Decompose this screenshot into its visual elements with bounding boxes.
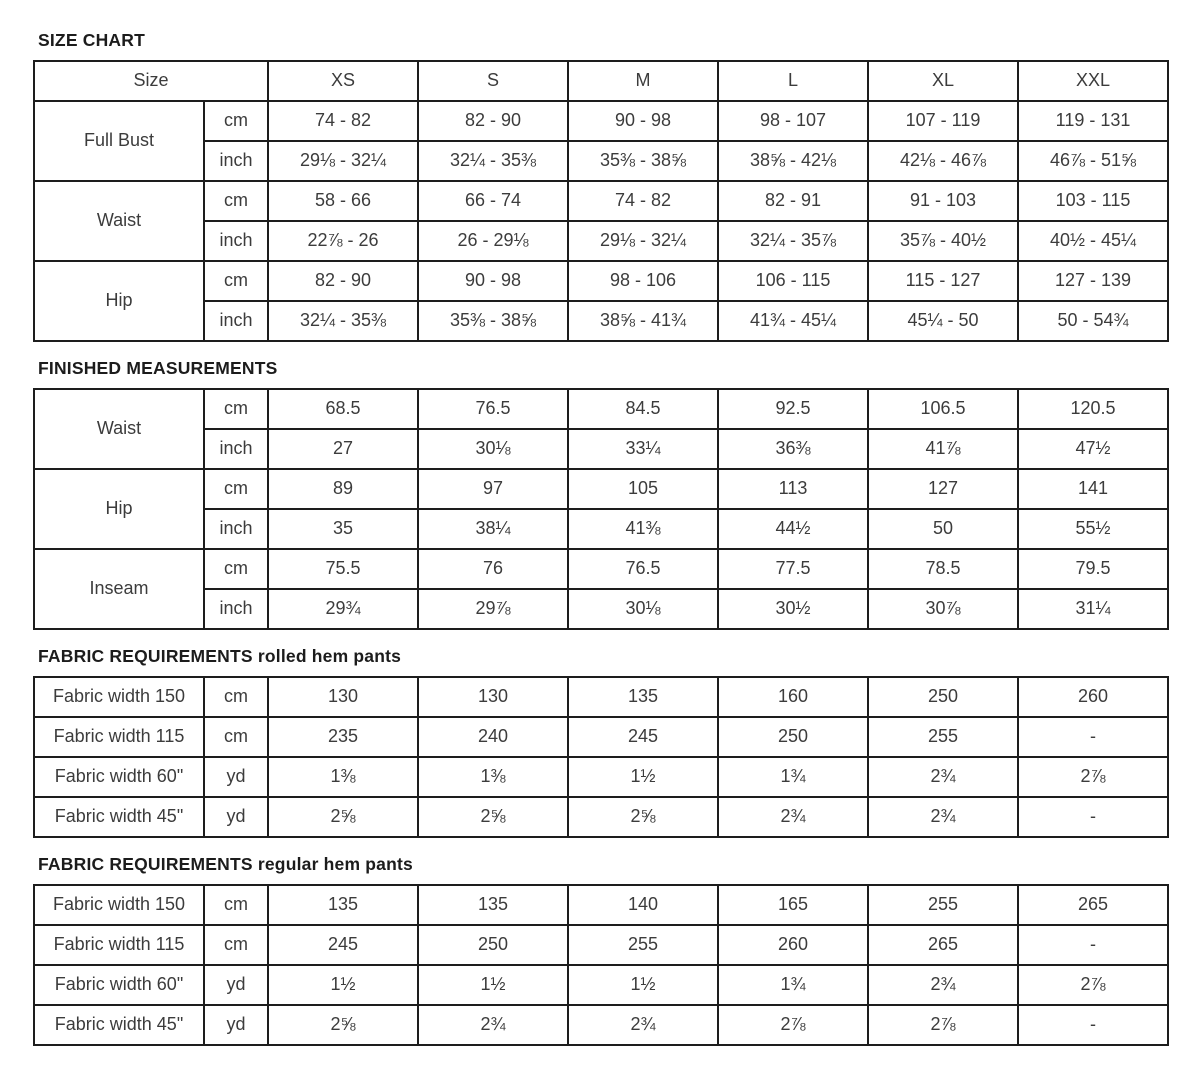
value-cell: 127 [868,469,1018,509]
value-cell: 120.5 [1018,389,1168,429]
size-header-cell: L [718,61,868,101]
value-cell: - [1018,797,1168,837]
finished-measurements-title [33,358,1167,379]
value-cell: 165 [718,885,868,925]
value-cell: 32¼ - 35⅜ [418,141,568,181]
value-cell: 2⅞ [718,1005,868,1045]
value-cell: 106.5 [868,389,1018,429]
value-cell: 2¾ [868,757,1018,797]
value-cell: 245 [568,717,718,757]
row-label-cell: Fabric width 45" [34,797,204,837]
value-cell: 41¾ - 45¼ [718,301,868,341]
value-cell: 38⅝ - 41¾ [568,301,718,341]
row-label-cell: Fabric width 150 [34,885,204,925]
unit-cell: inch [204,589,268,629]
table-row [34,141,1168,181]
value-cell: 255 [868,717,1018,757]
value-cell: 2¾ [868,965,1018,1005]
value-cell: 89 [268,469,418,509]
value-cell: 255 [568,925,718,965]
value-cell: 1¾ [718,965,868,1005]
row-label-cell: Fabric width 45" [34,1005,204,1045]
value-cell: 135 [268,885,418,925]
finished-measurements-section [33,358,1167,630]
value-cell: 84.5 [568,389,718,429]
size-header-cell: M [568,61,718,101]
unit-cell: cm [204,389,268,429]
value-cell: 250 [718,717,868,757]
value-cell: 29¾ [268,589,418,629]
value-cell: 35 [268,509,418,549]
row-label-cell: Waist [34,389,204,469]
fabric-rolled-table [33,676,1169,838]
fabric-regular-title [33,854,1167,875]
value-cell: 76 [418,549,568,589]
unit-cell: inch [204,429,268,469]
row-label-cell: Fabric width 60" [34,757,204,797]
value-cell: 30⅛ [568,589,718,629]
value-cell: 250 [418,925,568,965]
table-row [34,1005,1168,1045]
value-cell: 2¾ [418,1005,568,1045]
value-cell: 2⅞ [1018,757,1168,797]
value-cell: 250 [868,677,1018,717]
finished-measurements-table [33,388,1169,630]
value-cell: 30⅞ [868,589,1018,629]
value-cell: 1½ [268,965,418,1005]
fabric-rolled-title-sub: rolled hem pants [257,646,402,666]
value-cell: 1½ [568,965,718,1005]
value-cell: 82 - 91 [718,181,868,221]
value-cell: 45¼ - 50 [868,301,1018,341]
value-cell: 29⅛ - 32¼ [268,141,418,181]
value-cell: 75.5 [268,549,418,589]
value-cell: 98 - 107 [718,101,868,141]
row-label-cell: Hip [34,261,204,341]
table-row [34,469,1168,509]
value-cell: 97 [418,469,568,509]
table-row [34,717,1168,757]
value-cell: 29⅞ [418,589,568,629]
size-chart-section [33,30,1167,342]
unit-cell: cm [204,181,268,221]
value-cell: 30⅛ [418,429,568,469]
value-cell: 260 [1018,677,1168,717]
unit-cell: yd [204,757,268,797]
value-cell: 29⅛ - 32¼ [568,221,718,261]
value-cell: 47½ [1018,429,1168,469]
value-cell: 245 [268,925,418,965]
value-cell: 265 [868,925,1018,965]
table-row [34,965,1168,1005]
value-cell: 119 - 131 [1018,101,1168,141]
value-cell: 32¼ - 35⅞ [718,221,868,261]
row-label-cell: Hip [34,469,204,549]
value-cell: 265 [1018,885,1168,925]
table-row [34,429,1168,469]
value-cell: 135 [568,677,718,717]
table-row [34,101,1168,141]
value-cell: 46⅞ - 51⅝ [1018,141,1168,181]
value-cell: 130 [418,677,568,717]
table-row [34,301,1168,341]
table-row [34,389,1168,429]
value-cell: 240 [418,717,568,757]
value-cell: 90 - 98 [568,101,718,141]
value-cell: 160 [718,677,868,717]
value-cell: 2⅝ [568,797,718,837]
table-row [34,757,1168,797]
value-cell: 30½ [718,589,868,629]
fabric-regular-title-sub: regular hem pants [257,854,413,874]
value-cell: 32¼ - 35⅜ [268,301,418,341]
value-cell: 2⅞ [1018,965,1168,1005]
value-cell: 1¾ [718,757,868,797]
unit-cell: cm [204,101,268,141]
fabric-rolled-title [33,646,1167,667]
unit-cell: inch [204,301,268,341]
value-cell: 31¼ [1018,589,1168,629]
value-cell: 1½ [568,757,718,797]
value-cell: 33¼ [568,429,718,469]
unit-cell: yd [204,797,268,837]
size-header-cell: S [418,61,568,101]
unit-cell: cm [204,469,268,509]
value-cell: 115 - 127 [868,261,1018,301]
row-label-cell: Inseam [34,549,204,629]
value-cell: 98 - 106 [568,261,718,301]
value-cell: 50 - 54¾ [1018,301,1168,341]
value-cell: 74 - 82 [568,181,718,221]
value-cell: 1½ [418,965,568,1005]
unit-cell: cm [204,717,268,757]
value-cell: 74 - 82 [268,101,418,141]
size-header-cell: XXL [1018,61,1168,101]
value-cell: 38⅝ - 42⅛ [718,141,868,181]
value-cell: 2⅝ [268,1005,418,1045]
value-cell: 41⅞ [868,429,1018,469]
value-cell: 77.5 [718,549,868,589]
value-cell: 92.5 [718,389,868,429]
value-cell: 107 - 119 [868,101,1018,141]
value-cell: 2⅝ [268,797,418,837]
value-cell: 255 [868,885,1018,925]
table-row [34,885,1168,925]
value-cell: 66 - 74 [418,181,568,221]
value-cell: 78.5 [868,549,1018,589]
table-row [34,261,1168,301]
value-cell: 2¾ [718,797,868,837]
fabric-regular-section [33,854,1167,1046]
size-header-cell: XS [268,61,418,101]
value-cell: 235 [268,717,418,757]
value-cell: 82 - 90 [268,261,418,301]
value-cell: 2¾ [868,797,1018,837]
value-cell: 35⅜ - 38⅝ [418,301,568,341]
table-row [34,181,1168,221]
value-cell: 82 - 90 [418,101,568,141]
table-row [34,677,1168,717]
value-cell: 79.5 [1018,549,1168,589]
value-cell: 1⅜ [268,757,418,797]
value-cell: 141 [1018,469,1168,509]
value-cell: 36⅜ [718,429,868,469]
fabric-rolled-section [33,646,1167,838]
value-cell: 38¼ [418,509,568,549]
value-cell: 58 - 66 [268,181,418,221]
value-cell: - [1018,1005,1168,1045]
unit-cell: inch [204,509,268,549]
row-label-cell: Fabric width 115 [34,925,204,965]
size-chart-table [33,60,1169,342]
value-cell: 42⅛ - 46⅞ [868,141,1018,181]
unit-cell: cm [204,885,268,925]
value-cell: 91 - 103 [868,181,1018,221]
value-cell: 76.5 [568,549,718,589]
unit-cell: inch [204,221,268,261]
unit-cell: cm [204,549,268,589]
unit-cell: yd [204,1005,268,1045]
value-cell: 2⅞ [868,1005,1018,1045]
row-label-cell: Waist [34,181,204,261]
table-row [34,589,1168,629]
value-cell: 55½ [1018,509,1168,549]
value-cell: 35⅜ - 38⅝ [568,141,718,181]
value-cell: 127 - 139 [1018,261,1168,301]
value-cell: 113 [718,469,868,509]
value-cell: 27 [268,429,418,469]
value-cell: 140 [568,885,718,925]
value-cell: 1⅜ [418,757,568,797]
size-chart-title-text: SIZE CHART [38,30,145,50]
table-row [34,925,1168,965]
value-cell: 260 [718,925,868,965]
table-row [34,509,1168,549]
size-chart-title [33,30,1167,51]
row-label-cell: Fabric width 60" [34,965,204,1005]
value-cell: 106 - 115 [718,261,868,301]
value-cell: 2⅝ [418,797,568,837]
value-cell: 26 - 29⅛ [418,221,568,261]
value-cell: 68.5 [268,389,418,429]
size-chart-page [33,30,1167,1046]
value-cell: 105 [568,469,718,509]
row-label-cell: Full Bust [34,101,204,181]
unit-cell: inch [204,141,268,181]
value-cell: - [1018,925,1168,965]
table-row [34,797,1168,837]
value-cell: 50 [868,509,1018,549]
finished-measurements-title-text: FINISHED MEASUREMENTS [38,358,278,378]
value-cell: 41⅜ [568,509,718,549]
unit-cell: cm [204,677,268,717]
unit-cell: cm [204,261,268,301]
unit-cell: cm [204,925,268,965]
row-label-cell: Fabric width 150 [34,677,204,717]
fabric-rolled-title-main: FABRIC REQUIREMENTS [38,646,253,666]
table-row [34,221,1168,261]
unit-cell: yd [204,965,268,1005]
fabric-regular-title-main: FABRIC REQUIREMENTS [38,854,253,874]
size-corner-cell: Size [34,61,268,101]
fabric-regular-table [33,884,1169,1046]
value-cell: 2¾ [568,1005,718,1045]
value-cell: 40½ - 45¼ [1018,221,1168,261]
value-cell: 22⅞ - 26 [268,221,418,261]
value-cell: 130 [268,677,418,717]
value-cell: 90 - 98 [418,261,568,301]
size-header-row [34,61,1168,101]
value-cell: 103 - 115 [1018,181,1168,221]
table-row [34,549,1168,589]
value-cell: 135 [418,885,568,925]
value-cell: 44½ [718,509,868,549]
value-cell: 76.5 [418,389,568,429]
value-cell: 35⅞ - 40½ [868,221,1018,261]
row-label-cell: Fabric width 115 [34,717,204,757]
size-header-cell: XL [868,61,1018,101]
value-cell: - [1018,717,1168,757]
